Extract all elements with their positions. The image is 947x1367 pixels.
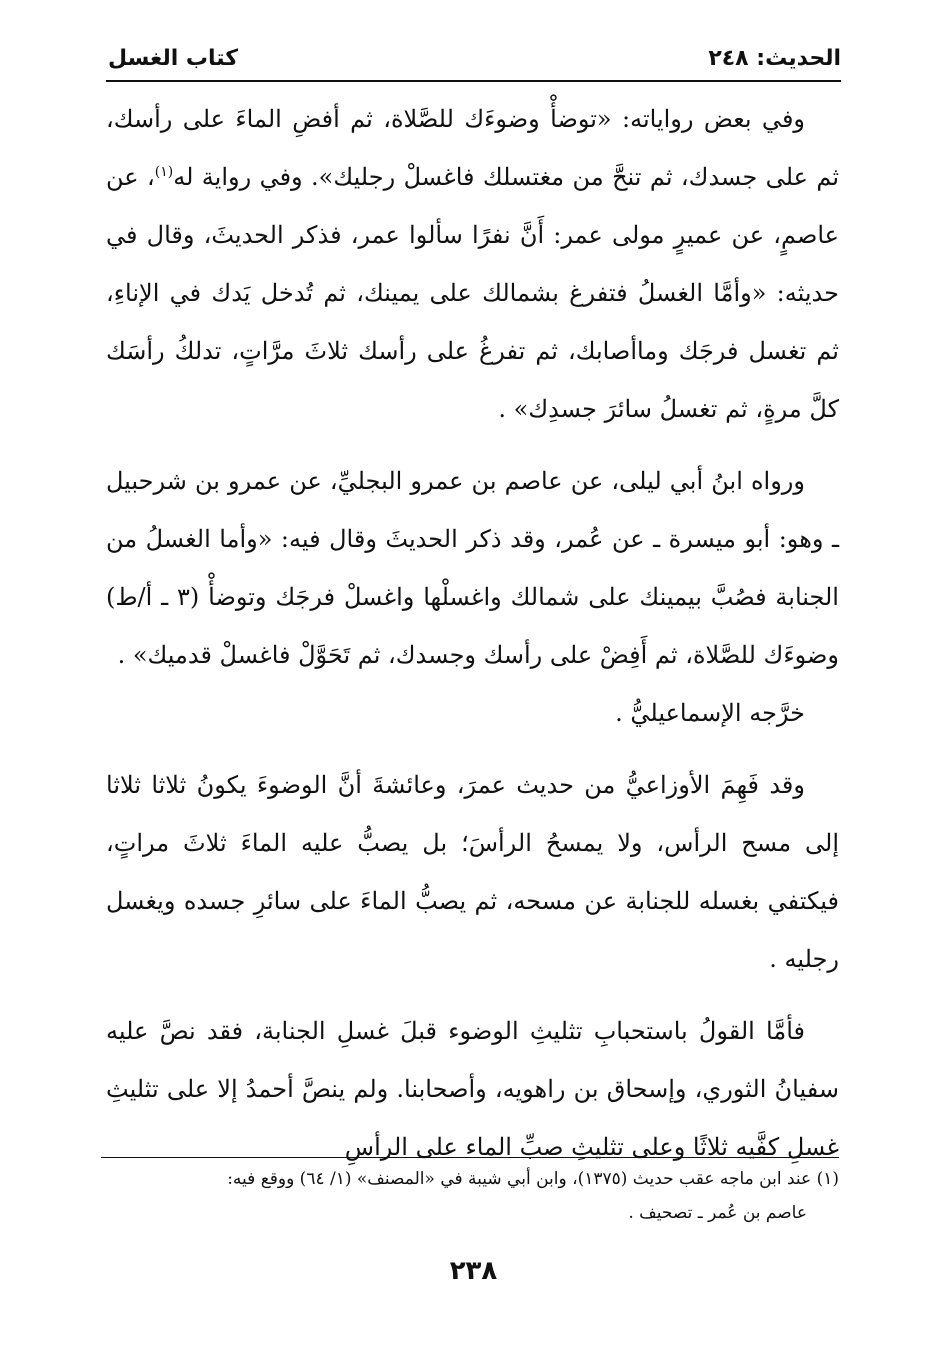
- footnotes: [106, 1162, 839, 1230]
- paragraph: وفي بعض رواياته: «توضأْ وضوءَك للصَّلاة، ثم أفضِ الماءَ على رأسك، ثم على جسدك، ثم تنحَّ من مغتسلك فاغسلْ رجليك». وفي رواية له$^{(١)}$، عن عاصمٍ، عن عميرٍ مولى عمر: أَنَّ نفرًا سألوا عمر، فذكر الحديثَ، وقال في حديثه: «وأمَّا الغسلُ فتفرغ بشمالك على يمينك، ثم تُدخل يَدك في الإناءِ، ثم تغسل فرجَك وماأصابك، ثم تفرغُ على رأسك ثلاثَ مرَّاتٍ، تدلكُ رأسَك كلَّ مرةٍ، ثم تغسلُ سائرَ جسدِك» .: [106, 105, 839, 423]
- text-line: فرجَك وتوضأْ (٣ ـ أ/ط) وضوءَك للصَّلاة، ثم أَفِضْ على رأسك: [106, 583, 839, 669]
- text-line: وفي بعض رواياته: «توضأْ وضوءَك للصَّلاة، ثم أفضِ الماءَ على رأسك،: [106, 105, 805, 133]
- text-line: خرَّجه الإسماعيليُّ .: [615, 699, 805, 727]
- paragraph: [106, 1002, 839, 1176]
- footnote-marker[interactable]: (١): [154, 164, 174, 180]
- text-line: وقال في حديثه: «وأمَّا الغسلُ فتفرغ بشمالك على يمينك، ثم تُدخل يَدك: [106, 221, 839, 307]
- text-line: «وأما الغسلُ من الجنابة فصُبَّ بيمينك على شمالك واغسلْها واغسلْ: [106, 525, 839, 611]
- text-line: شرحبيل ـ وهو: أبو ميسرة ـ عن عُمر، وقد ذكر الحديثَ وقال فيه:: [106, 467, 839, 553]
- book-title: كتاب الغسل: [108, 45, 239, 71]
- text-line: عن عاصمٍ، عن عميرٍ مولى عمر: أَنَّ نفرًا سألوا عمر، فذكر الحديثَ،: [106, 163, 839, 249]
- text-line: في الإناءِ، ثم تغسل فرجَك وماأصابك، ثم تفرغُ على رأسك ثلاثَ: [106, 279, 839, 365]
- text-line: ورواه ابنُ أبي ليلى، عن عاصم بن عمرو البجليِّ، عن عمرو بن: [194, 467, 805, 495]
- paragraph: [106, 452, 839, 684]
- text-line: جسده ويغسل رجليه .: [106, 887, 839, 973]
- text-line: وجسدك، ثم تَحَوَّلْ فاغسلْ قدميك» .: [117, 641, 476, 669]
- text-line: وقد فَهِمَ الأوزاعيُّ من حديث عمرَ، وعائشةَ أنَّ الوضوءَ يكونُ ثلاثا: [151, 771, 805, 799]
- footnote-rule: [101, 1157, 839, 1158]
- page-number: ٢٣٨: [449, 1256, 498, 1286]
- hadith-number-label: الحديث: ٢٤٨: [708, 45, 841, 71]
- header-rule: [106, 80, 841, 82]
- main-text: [106, 90, 839, 1176]
- text-line: مراتٍ، فيكتفي بغسله للجنابة عن مسحه، ثم يصبُّ الماءَ على سائرِ: [106, 829, 839, 915]
- text-line: فأمَّا القولُ باستحبابِ تثليثِ الوضوء قبلَ غسلِ الجنابة، فقد نصَّ: [159, 1017, 805, 1045]
- text-line: إلا على تثليثِ غسلِ كفَّيه ثلاثًا وعلى تثليثِ صبِّ الماء على الرأسِ: [106, 1075, 839, 1161]
- text-line: مرَّاتٍ، تدلكُ رأسَك كلَّ مرةٍ، ثم تغسلُ سائرَ جسدِك» .: [106, 337, 839, 423]
- text-line: ثلاثا إلى مسح الرأس، ولا يمسحُ الرأسَ؛ بل يصبُّ عليه الماءَ ثلاثَ: [106, 771, 839, 857]
- footnote-line: (١) عند ابن ماجه عقب حديث (١٣٧٥)، وابن أبي شيبة في «المصنف» (١/ ٦٤) ووقع فيه:: [227, 1169, 839, 1189]
- text-line: ثم على جسدك، ثم تنحَّ من مغتسلك فاغسلْ رجليك». وفي رواية له: [173, 163, 839, 191]
- text-line: عليه سفيانُ الثوري، وإسحاق بن راهويه، وأصحابنا. ولم ينصَّ أحمدُ: [106, 1017, 839, 1103]
- running-header: [108, 38, 841, 78]
- paragraph: [106, 684, 839, 742]
- paragraph: [106, 756, 839, 988]
- footnote-line: عاصم بن عُمر ـ تصحيف .: [628, 1203, 807, 1223]
